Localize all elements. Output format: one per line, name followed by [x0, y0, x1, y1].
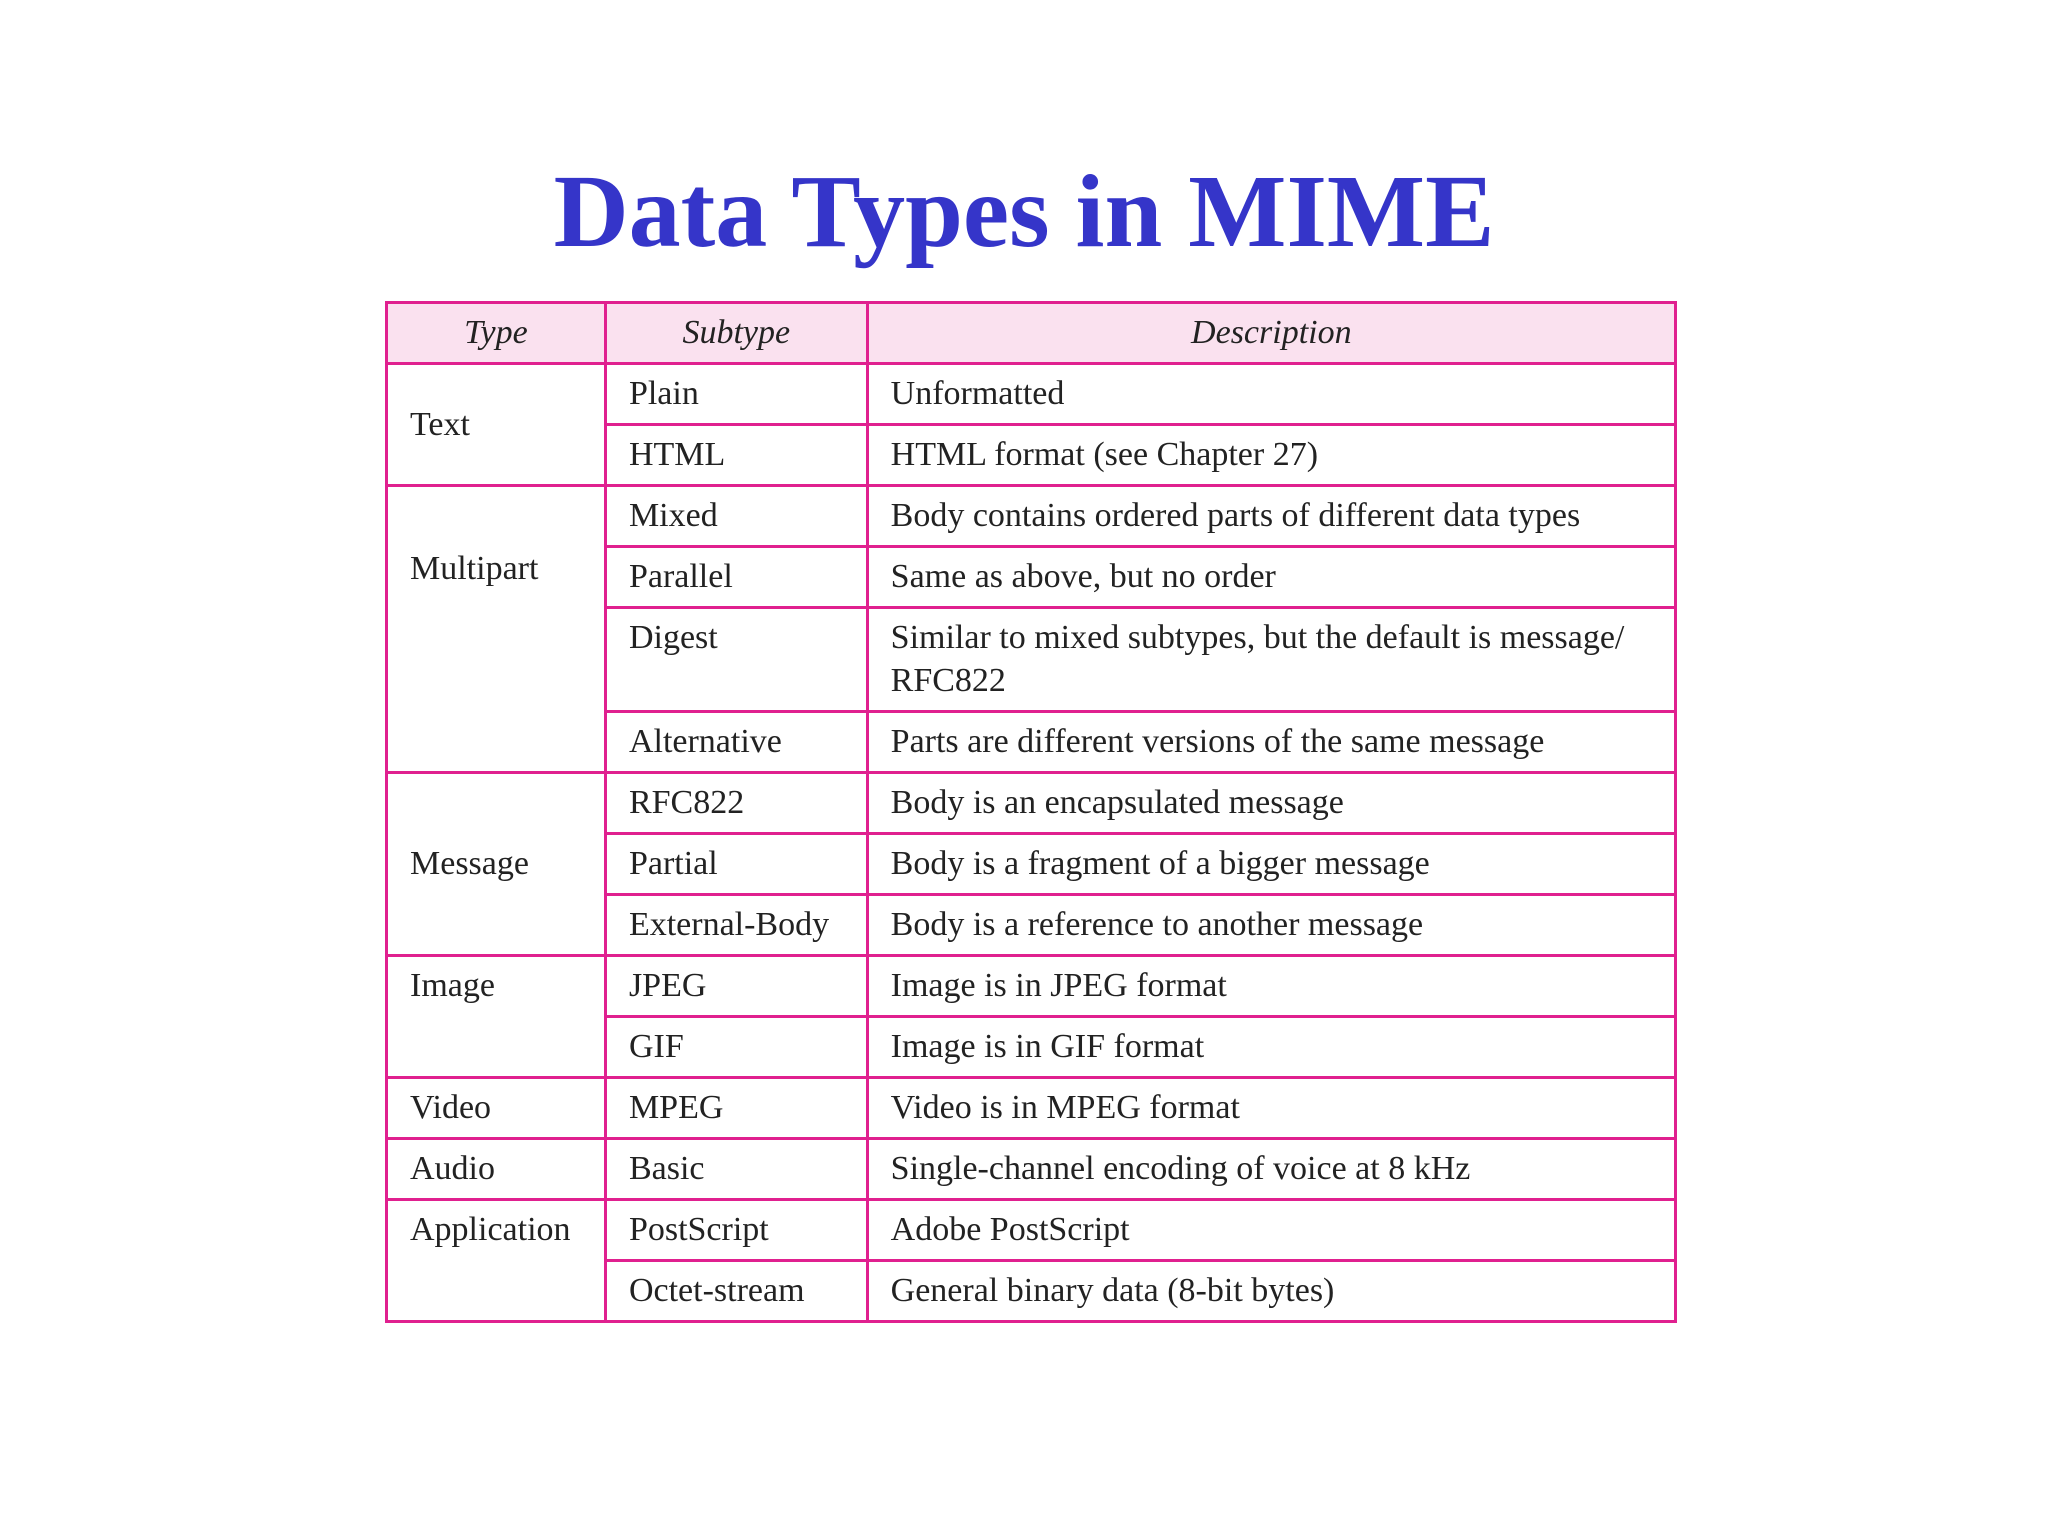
type-cell-multipart: Multipart [387, 486, 606, 773]
subtype-cell: Digest [605, 608, 867, 712]
subtype-cell: GIF [605, 1017, 867, 1078]
subtype-cell: RFC822 [605, 773, 867, 834]
description-cell: Body is a fragment of a bigger message [867, 834, 1675, 895]
slide-title: Data Types in MIME [553, 153, 1495, 269]
type-cell-text: Text [387, 364, 606, 486]
table-row [387, 1078, 1676, 1139]
description-cell: Body is a reference to another message [867, 895, 1675, 956]
subtype-cell: Parallel [605, 547, 867, 608]
description-cell: Body contains ordered parts of different data types [867, 486, 1675, 547]
description-cell: Single-channel encoding of voice at 8 kHz [867, 1139, 1675, 1200]
description-cell: Body is an encapsulated message [867, 773, 1675, 834]
description-cell: Same as above, but no order [867, 547, 1675, 608]
subtype-cell: Alternative [605, 712, 867, 773]
type-cell-audio: Audio [387, 1139, 606, 1200]
description-cell: Image is in GIF format [867, 1017, 1675, 1078]
type-cell-application: Application [387, 1200, 606, 1322]
type-cell-video: Video [387, 1078, 606, 1139]
table-row [387, 486, 1676, 547]
subtype-cell: PostScript [605, 1200, 867, 1261]
header-subtype: Subtype [605, 303, 867, 364]
type-cell-image: Image [387, 956, 606, 1078]
subtype-cell: Basic [605, 1139, 867, 1200]
mime-types-table [385, 301, 1677, 1323]
table-row [387, 1200, 1676, 1261]
table-row [387, 773, 1676, 834]
subtype-cell: Mixed [605, 486, 867, 547]
subtype-cell: JPEG [605, 956, 867, 1017]
table-row [387, 1139, 1676, 1200]
subtype-cell: External-Body [605, 895, 867, 956]
subtype-cell: Octet-stream [605, 1261, 867, 1322]
description-cell: Video is in MPEG format [867, 1078, 1675, 1139]
header-type: Type [387, 303, 606, 364]
description-cell: Unformatted [867, 364, 1675, 425]
description-cell: Parts are different versions of the same message [867, 712, 1675, 773]
table-row [387, 956, 1676, 1017]
type-cell-message: Message [387, 773, 606, 956]
description-cell: HTML format (see Chapter 27) [867, 425, 1675, 486]
header-description: Description [867, 303, 1675, 364]
subtype-cell: HTML [605, 425, 867, 486]
description-cell: Image is in JPEG format [867, 956, 1675, 1017]
description-cell: Similar to mixed subtypes, but the default is message/ RFC822 [867, 608, 1675, 712]
description-cell: Adobe PostScript [867, 1200, 1675, 1261]
table-row [387, 364, 1676, 425]
header-row [387, 303, 1676, 364]
subtype-cell: Partial [605, 834, 867, 895]
subtype-cell: MPEG [605, 1078, 867, 1139]
subtype-cell: Plain [605, 364, 867, 425]
description-cell: General binary data (8-bit bytes) [867, 1261, 1675, 1322]
